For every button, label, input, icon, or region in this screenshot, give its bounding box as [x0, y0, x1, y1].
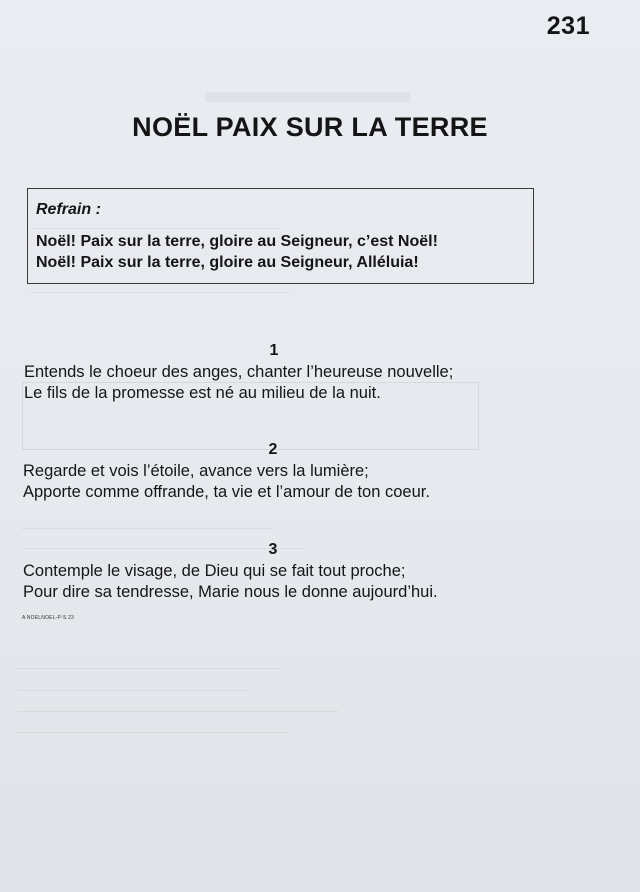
refrain-line: Noël! Paix sur la terre, gloire au Seigneur, c’est Noël!: [36, 233, 438, 250]
verse-line: Le fils de la promesse est né au milieu de la nuit.: [24, 384, 381, 402]
bleed-through-line: [30, 292, 290, 293]
verse-line: Regarde et vois l’étoile, avance vers la lumière;: [23, 462, 369, 480]
verse-3: [23, 541, 523, 603]
verse-number: 3: [268, 541, 278, 558]
page-number: 231: [546, 12, 590, 40]
bleed-through-line: [205, 92, 410, 102]
refrain-box: [27, 188, 534, 284]
footnote-code: A NOELNOEL-P-S 23: [22, 615, 75, 621]
bleed-through-line: [18, 732, 288, 733]
bleed-through-line: [18, 690, 248, 691]
bleed-through-line: [22, 528, 272, 529]
refrain-line: Noël! Paix sur la terre, gloire au Seigneur, Alléluia!: [36, 254, 419, 271]
bleed-through-line: [18, 668, 278, 669]
bleed-through-line: [18, 711, 338, 712]
refrain-label: Refrain :: [36, 201, 101, 218]
verse-line: Apporte comme offrande, ta vie et l’amour de ton coeur.: [23, 483, 430, 501]
verse-1: [24, 342, 524, 404]
song-title: NOËL PAIX SUR LA TERRE: [132, 112, 488, 142]
verse-2: [23, 441, 523, 503]
verse-number: 1: [269, 342, 279, 359]
verse-line: Entends le choeur des anges, chanter l’heureuse nouvelle;: [24, 363, 454, 381]
verse-line: Pour dire sa tendresse, Marie nous le donne aujourd’hui.: [23, 583, 438, 601]
verse-number: 2: [268, 441, 278, 458]
verse-line: Contemple le visage, de Dieu qui se fait tout proche;: [23, 562, 406, 580]
